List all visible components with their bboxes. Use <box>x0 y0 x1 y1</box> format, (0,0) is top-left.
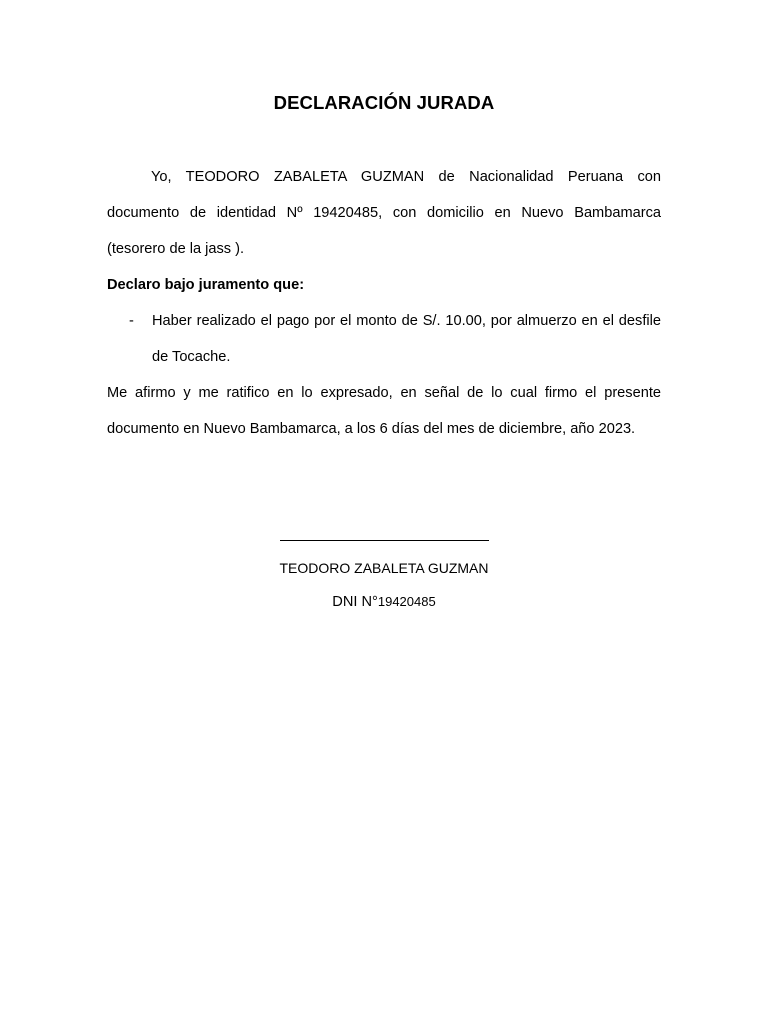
declaration-heading: Declaro bajo juramento que: <box>107 277 305 293</box>
signature-dni <box>0 593 768 611</box>
dni-label: DNI N° <box>332 594 378 610</box>
document-body <box>107 159 661 447</box>
list-bullet: - <box>129 313 134 329</box>
signature-line <box>280 540 489 541</box>
dni-number: 19420485 <box>377 594 436 609</box>
document-title: DECLARACIÓN JURADA <box>273 92 495 113</box>
list-item <box>107 303 661 375</box>
intro-paragraph: Yo, TEODORO ZABALETA GUZMAN de Nacionalidad Peruana con documento de identidad Nº 19420485, con domicilio en Nuevo Bambamarca (tesorero de la jass ). <box>107 169 661 257</box>
closing-paragraph: Me afirmo y me ratifico en lo expresado, en señal de lo cual firmo el presente documento en Nuevo Bambamarca, a los 6 días del mes de diciembre, año 2023. <box>107 385 661 437</box>
signature-name: TEODORO ZABALETA GUZMAN <box>279 560 489 576</box>
list-item-text: Haber realizado el pago por el monto de S/. 10.00, por almuerzo en el desfile de Tocache. <box>152 313 661 365</box>
